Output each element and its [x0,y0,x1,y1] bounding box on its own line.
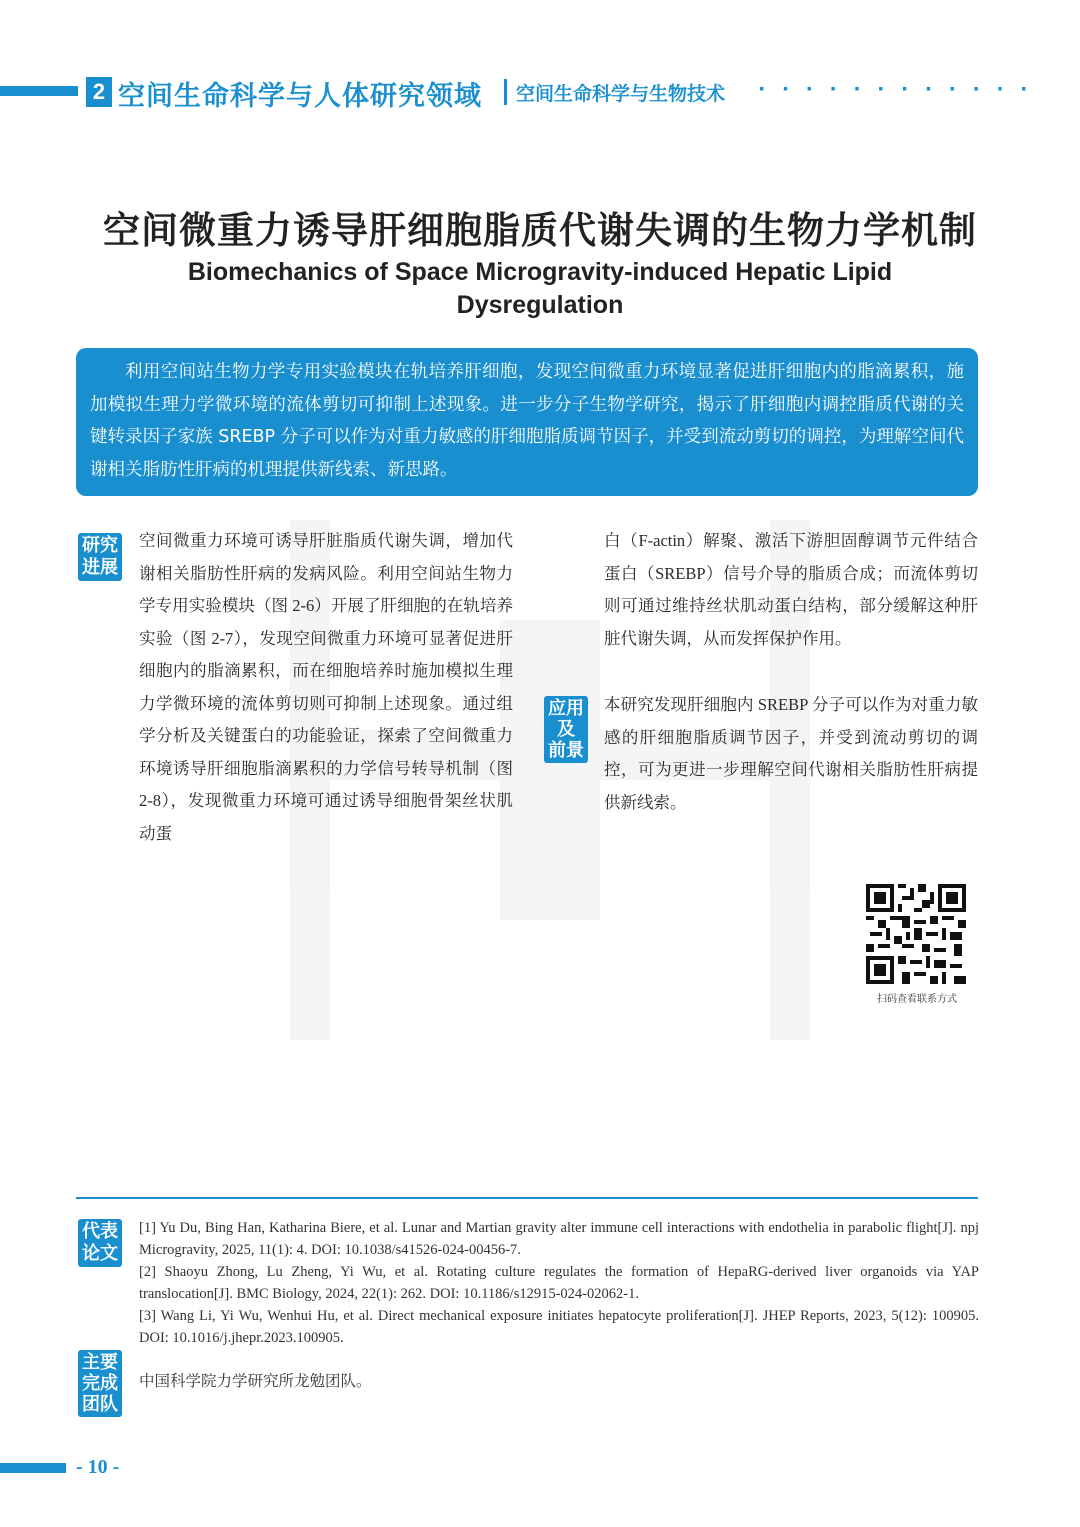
abstract-box [76,348,978,496]
team-label [78,1350,122,1417]
application-label-line2: 及 [557,719,575,740]
references-label [78,1219,122,1267]
footer-accent-bar [0,1463,66,1473]
progress-label-line1: 研究 [82,535,118,556]
reference-item: [2] Shaoyu Zhong, Lu Zheng, Yi Wu, et al. Rotating culture regulates the formation of HepaRG-derived liver organoids via YAP translocation[J]. BMC Biology, 2024, 22(1): 262. DOI: 10.1186/s12915-024-02062-1. [139,1264,979,1302]
progress-label-line2: 进展 [82,557,118,578]
references-divider [76,1197,978,1199]
progress-text-left: 空间微重力环境可诱导肝脏脂质代谢失调，增加代谢相关脂肪性肝病的发病风险。利用空间站生物力学专用实验模块（图 2-6）开展了肝细胞的在轨培养实验（图 2-7），发现空间微重力环境可显著促进肝细胞内的脂滴累积，而在细胞培养时施加模拟生理力学微环境的流体剪切则可抑制上述现象。通过组学分析及关键蛋白的功能验证，探索了空间微重力环境诱导肝细胞脂滴累积的力学信号转导机制（图 2-8），发现微重力环境可通过诱导细胞骨架丝状肌动蛋 [139,531,513,843]
abstract-text: 利用空间站生物力学专用实验模块在轨培养肝细胞，发现空间微重力环境显著促进肝细胞内的脂滴累积，施加模拟生理力学微环境的流体剪切可抑制上述现象。进一步分子生物学研究，揭示了肝细胞内调控脂质代谢的关键转录因子家族 SREBP 分子可以作为对重力敏感的肝细胞脂质调节因子，并受到流动剪切的调控，为理解空间代谢相关脂肪性肝病的机理提供新线索、新思路。 [90,362,964,480]
qr-code-icon [866,884,966,984]
references-list [139,1217,979,1349]
header-accent-bar [0,86,78,96]
page-number: - 10 - [76,1456,120,1478]
chapter-number: 2 [86,77,112,107]
progress-label [78,533,122,581]
article-title-english: Biomechanics of Space Microgravity-induced Hepatic Lipid Dysregulation [187,258,893,319]
header-separator [504,79,507,105]
article-title-chinese: 空间微重力诱导肝细胞脂质代谢失调的生物力学机制 [103,209,977,252]
chapter-title: 空间生命科学与人体研究领域 [118,81,482,112]
application-label-line1: 应用 [548,698,584,719]
references-label-line1: 代表 [82,1221,118,1242]
references-label-line2: 论文 [82,1243,118,1264]
progress-text-right: 白（F-actin）解聚、激活下游胆固醇调节元件结合蛋白（SREBP）信号介导的脂质合成；而流体剪切则可通过维持丝状肌动蛋白结构，部分缓解这种肝脏代谢失调，从而发挥保护作用。 [604,531,978,648]
application-text: 本研究发现肝细胞内 SREBP 分子可以作为对重力敏感的肝细胞脂质调节因子，并受到流动剪切的调控，可为更进一步理解空间代谢相关脂肪性肝病提供新线索。 [604,695,978,812]
team-label-line3: 团队 [82,1394,118,1415]
section-title: 空间生命科学与生物技术 [516,83,726,105]
team-text: 中国科学院力学研究所龙勉团队。 [139,1373,372,1390]
application-label [544,696,588,763]
application-label-line3: 前景 [548,740,584,761]
team-label-line1: 主要 [82,1352,118,1373]
reference-item: [3] Wang Li, Yi Wu, Wenhui Hu, et al. Direct mechanical exposure initiates hepatocyte proliferation[J]. JHEP Reports, 2023, 5(12): 100905. DOI: 10.1016/j.jhepr.2023.100905. [139,1308,979,1346]
team-label-line2: 完成 [82,1373,118,1394]
header-dots: · · · · · · · · · · · · [758,78,1033,100]
qr-caption: 扫码查看联系方式 [877,994,957,1005]
reference-item: [1] Yu Du, Bing Han, Katharina Biere, et al. Lunar and Martian gravity alter immune cell interactions with endothelia in parabolic flight[J]. npj Microgravity, 2025, 11(1): 4. DOI: 10.1038/s41526-024-00456-7. [139,1220,979,1258]
